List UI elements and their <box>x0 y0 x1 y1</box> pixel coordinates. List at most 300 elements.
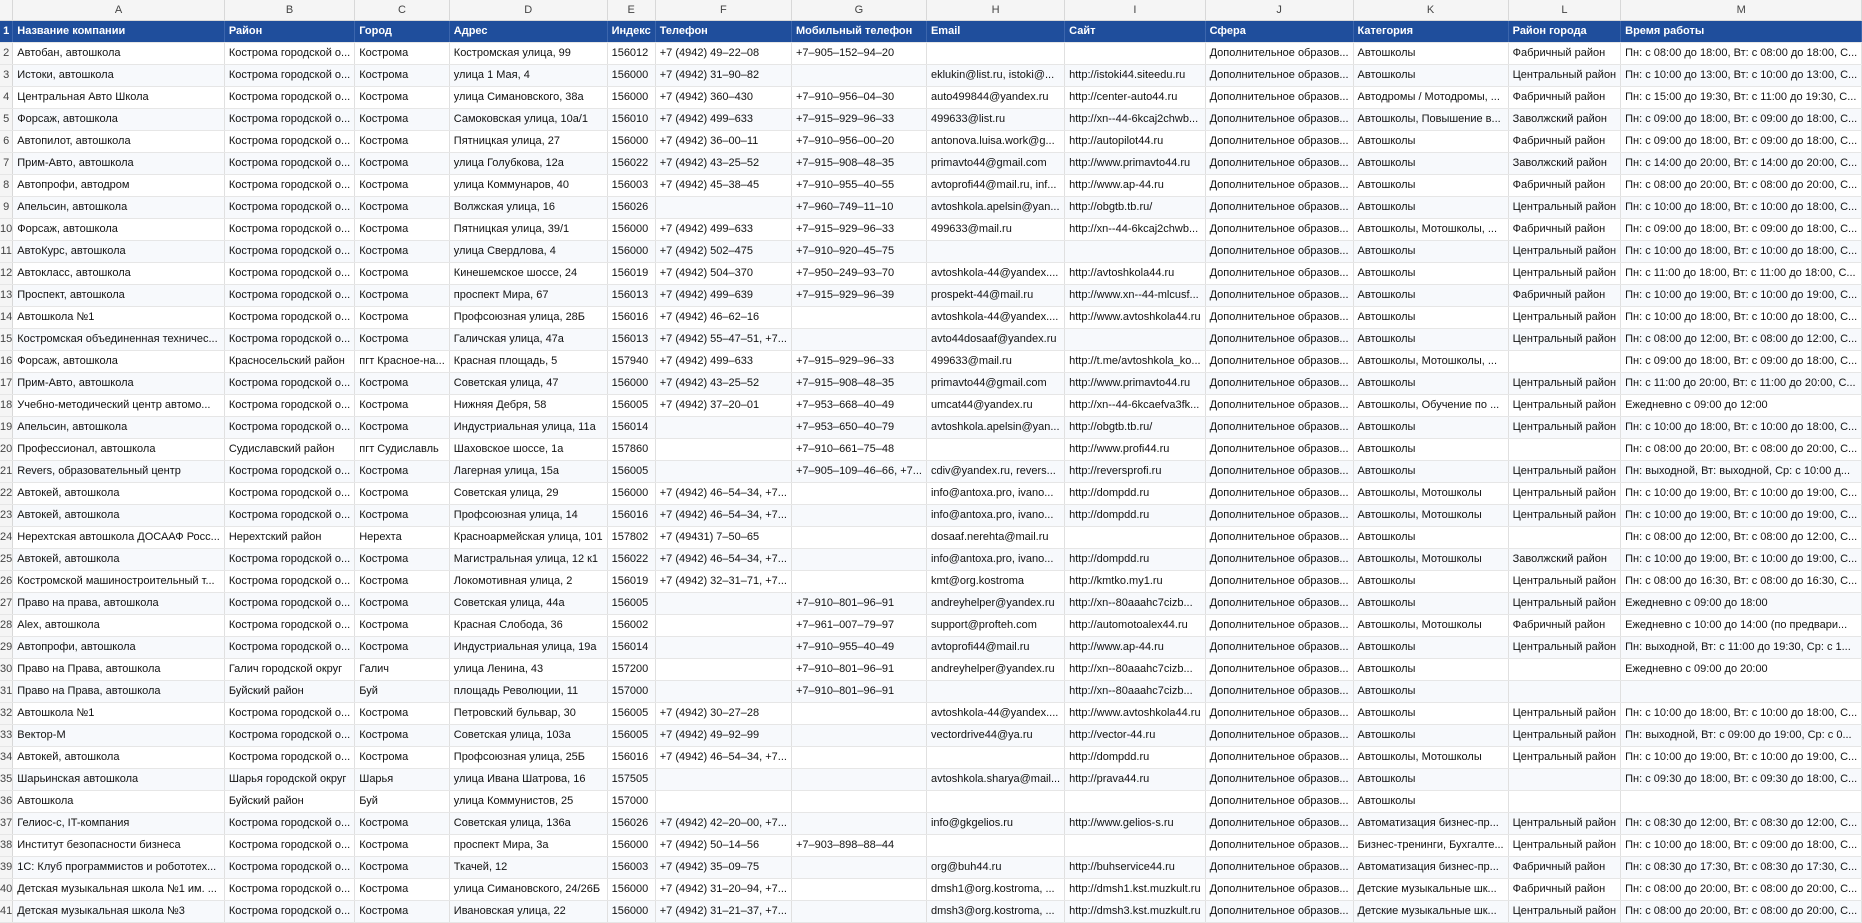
table-cell[interactable] <box>791 768 926 790</box>
table-cell[interactable]: Пн: с 09:00 до 18:00, Вт: с 09:00 до 18:00, С... <box>1621 108 1862 130</box>
table-cell[interactable]: Пн: с 09:00 до 18:00, Вт: с 09:00 до 18:00, С... <box>1621 130 1862 152</box>
header-cell[interactable]: Район <box>224 20 354 42</box>
table-cell[interactable]: Автобан, автошкола <box>13 42 225 64</box>
table-cell[interactable]: Кострома <box>355 636 450 658</box>
table-cell[interactable]: Пн: выходной, Вт: выходной, Ср: с 10:00 д... <box>1621 460 1862 482</box>
table-cell[interactable]: http://xn--44-6kcaefva3fk... <box>1065 394 1205 416</box>
table-cell[interactable]: Дополнительное образов... <box>1205 64 1353 86</box>
table-cell[interactable]: 156013 <box>607 284 655 306</box>
table-cell[interactable]: Дополнительное образов... <box>1205 86 1353 108</box>
table-cell[interactable]: 156002 <box>607 614 655 636</box>
table-cell[interactable]: Фабричный район <box>1508 856 1621 878</box>
table-cell[interactable]: +7 (4942) 50–14–56 <box>655 834 791 856</box>
table-cell[interactable]: Кострома <box>355 174 450 196</box>
table-cell[interactable]: avtoshkola.apelsin@yan... <box>926 416 1064 438</box>
table-cell[interactable]: http://xn--44-6kcaj2chwb... <box>1065 218 1205 240</box>
table-cell[interactable] <box>791 64 926 86</box>
table-cell[interactable]: avtoshkola-44@yandex.... <box>926 702 1064 724</box>
table-cell[interactable]: +7–910–801–96–91 <box>791 680 926 702</box>
column-header-h[interactable]: H <box>926 0 1064 20</box>
table-cell[interactable]: Автошколы <box>1353 768 1508 790</box>
row-number[interactable]: 36 <box>0 790 13 812</box>
table-cell[interactable]: Центральный район <box>1508 262 1621 284</box>
table-cell[interactable]: 499633@list.ru <box>926 108 1064 130</box>
table-cell[interactable]: http://prava44.ru <box>1065 768 1205 790</box>
table-cell[interactable]: Кинешемское шоссе, 24 <box>449 262 607 284</box>
table-cell[interactable]: http://xn--80aaahc7cizb... <box>1065 680 1205 702</box>
table-cell[interactable]: dmsh3@org.kostroma, ... <box>926 900 1064 922</box>
table-cell[interactable] <box>1508 438 1621 460</box>
row-number[interactable]: 20 <box>0 438 13 460</box>
column-header-e[interactable]: E <box>607 0 655 20</box>
table-cell[interactable]: Пн: с 15:00 до 19:30, Вт: с 11:00 до 19:30, С... <box>1621 86 1862 108</box>
row-number[interactable]: 8 <box>0 174 13 196</box>
table-cell[interactable]: Автошколы <box>1353 658 1508 680</box>
row-number[interactable]: 24 <box>0 526 13 548</box>
table-cell[interactable]: Индустриальная улица, 11а <box>449 416 607 438</box>
table-cell[interactable]: Дополнительное образов... <box>1205 636 1353 658</box>
table-cell[interactable]: 156013 <box>607 328 655 350</box>
table-cell[interactable] <box>655 416 791 438</box>
table-cell[interactable]: http://dmsh1.kst.muzkult.ru <box>1065 878 1205 900</box>
table-cell[interactable]: Советская улица, 103а <box>449 724 607 746</box>
table-cell[interactable]: улица Симановского, 24/26Б <box>449 878 607 900</box>
table-cell[interactable]: Автошколы <box>1353 416 1508 438</box>
table-cell[interactable]: org@buh44.ru <box>926 856 1064 878</box>
table-cell[interactable]: Пн: с 08:30 до 12:00, Вт: с 08:30 до 12:00, С... <box>1621 812 1862 834</box>
table-cell[interactable]: +7 (4942) 49–22–08 <box>655 42 791 64</box>
table-cell[interactable] <box>1621 790 1862 812</box>
table-cell[interactable]: Нижняя Дебря, 58 <box>449 394 607 416</box>
table-cell[interactable]: http://dompdd.ru <box>1065 504 1205 526</box>
table-cell[interactable]: 156000 <box>607 130 655 152</box>
table-cell[interactable]: Кострома городской о... <box>224 42 354 64</box>
table-cell[interactable]: http://avtoshkola44.ru <box>1065 262 1205 284</box>
table-cell[interactable]: Кострома городской о... <box>224 878 354 900</box>
table-cell[interactable]: primavto44@gmail.com <box>926 372 1064 394</box>
table-cell[interactable]: Автошколы <box>1353 570 1508 592</box>
table-cell[interactable]: Кострома <box>355 328 450 350</box>
table-cell[interactable]: Автошколы <box>1353 372 1508 394</box>
column-header-l[interactable]: L <box>1508 0 1621 20</box>
table-cell[interactable]: Шаховское шоссе, 1а <box>449 438 607 460</box>
table-cell[interactable]: Дополнительное образов... <box>1205 438 1353 460</box>
table-cell[interactable]: Кострома городской о... <box>224 174 354 196</box>
table-cell[interactable]: Кострома городской о... <box>224 856 354 878</box>
table-cell[interactable]: АвтоКурс, автошкола <box>13 240 225 262</box>
table-cell[interactable] <box>1508 526 1621 548</box>
table-cell[interactable]: Кострома <box>355 372 450 394</box>
table-cell[interactable]: +7 (4942) 31–20–94, +7... <box>655 878 791 900</box>
table-cell[interactable]: Шарья <box>355 768 450 790</box>
table-cell[interactable]: avtoshkola-44@yandex.... <box>926 262 1064 284</box>
table-cell[interactable]: Автошколы <box>1353 680 1508 702</box>
table-cell[interactable]: Детская музыкальная школа №3 <box>13 900 225 922</box>
table-cell[interactable]: http://autopilot44.ru <box>1065 130 1205 152</box>
table-cell[interactable]: 156000 <box>607 878 655 900</box>
table-cell[interactable]: Автошколы, Мотошколы <box>1353 548 1508 570</box>
table-cell[interactable]: Центральный район <box>1508 394 1621 416</box>
table-cell[interactable]: пгт Красное-на... <box>355 350 450 372</box>
table-cell[interactable]: 156000 <box>607 834 655 856</box>
table-cell[interactable]: Центральный район <box>1508 812 1621 834</box>
table-cell[interactable]: Пн: с 08:00 до 12:00, Вт: с 08:00 до 12:00, С... <box>1621 526 1862 548</box>
table-cell[interactable]: Дополнительное образов... <box>1205 658 1353 680</box>
table-cell[interactable] <box>791 790 926 812</box>
table-cell[interactable]: Ежедневно с 09:00 до 12:00 <box>1621 394 1862 416</box>
table-cell[interactable]: Кострома городской о... <box>224 328 354 350</box>
table-cell[interactable]: Кострома городской о... <box>224 130 354 152</box>
table-cell[interactable]: Кострома <box>355 900 450 922</box>
table-cell[interactable]: Кострома <box>355 42 450 64</box>
table-cell[interactable]: Автошколы, Мотошколы <box>1353 504 1508 526</box>
table-cell[interactable]: Пн: с 08:00 до 16:30, Вт: с 08:00 до 16:30, С... <box>1621 570 1862 592</box>
table-cell[interactable]: улица Голубкова, 12а <box>449 152 607 174</box>
table-cell[interactable]: Пн: с 10:00 до 19:00, Вт: с 10:00 до 19:00, С... <box>1621 504 1862 526</box>
table-cell[interactable]: Автошколы <box>1353 438 1508 460</box>
row-number[interactable]: 15 <box>0 328 13 350</box>
row-number[interactable]: 22 <box>0 482 13 504</box>
table-cell[interactable]: eklukin@list.ru, istoki@... <box>926 64 1064 86</box>
table-cell[interactable] <box>791 548 926 570</box>
table-cell[interactable]: Кострома <box>355 724 450 746</box>
header-cell[interactable]: Адрес <box>449 20 607 42</box>
table-cell[interactable]: dosaaf.nerehta@mail.ru <box>926 526 1064 548</box>
table-cell[interactable]: Истоки, автошкола <box>13 64 225 86</box>
table-cell[interactable]: +7 (49431) 7–50–65 <box>655 526 791 548</box>
table-cell[interactable] <box>1508 680 1621 702</box>
table-cell[interactable]: Пн: с 14:00 до 20:00, Вт: с 14:00 до 20:00, С... <box>1621 152 1862 174</box>
table-cell[interactable]: +7–953–668–40–49 <box>791 394 926 416</box>
table-cell[interactable]: Шарьинская автошкола <box>13 768 225 790</box>
table-cell[interactable]: улица Симановского, 38а <box>449 86 607 108</box>
table-cell[interactable]: Пн: с 11:00 до 20:00, Вт: с 11:00 до 20:00, С... <box>1621 372 1862 394</box>
table-cell[interactable]: http://xn--44-6kcaj2chwb... <box>1065 108 1205 130</box>
table-cell[interactable]: Дополнительное образов... <box>1205 306 1353 328</box>
table-cell[interactable]: Автошколы, Мотошколы, ... <box>1353 218 1508 240</box>
table-cell[interactable] <box>1065 42 1205 64</box>
table-cell[interactable]: 156000 <box>607 218 655 240</box>
table-cell[interactable]: avtoshkola.sharya@mail... <box>926 768 1064 790</box>
table-cell[interactable]: Магистральная улица, 12 к1 <box>449 548 607 570</box>
table-cell[interactable]: Автокей, автошкола <box>13 504 225 526</box>
table-cell[interactable]: Заволжский район <box>1508 152 1621 174</box>
table-cell[interactable]: Кострома городской о... <box>224 548 354 570</box>
table-cell[interactable]: Индустриальная улица, 19а <box>449 636 607 658</box>
table-cell[interactable]: улица Ивана Шатрова, 16 <box>449 768 607 790</box>
table-cell[interactable]: 156016 <box>607 746 655 768</box>
table-cell[interactable] <box>1508 350 1621 372</box>
table-cell[interactable]: Центральный район <box>1508 834 1621 856</box>
table-cell[interactable]: Автошколы <box>1353 196 1508 218</box>
table-cell[interactable]: Кострома городской о... <box>224 284 354 306</box>
table-cell[interactable] <box>655 768 791 790</box>
table-cell[interactable]: Кострома городской о... <box>224 834 354 856</box>
table-cell[interactable]: +7 (4942) 30–27–28 <box>655 702 791 724</box>
table-cell[interactable]: Красносельский район <box>224 350 354 372</box>
row-number[interactable]: 29 <box>0 636 13 658</box>
table-cell[interactable]: Пн: с 09:00 до 18:00, Вт: с 09:00 до 18:00, С... <box>1621 218 1862 240</box>
table-cell[interactable]: +7–953–650–40–79 <box>791 416 926 438</box>
row-number[interactable]: 18 <box>0 394 13 416</box>
table-cell[interactable]: 156016 <box>607 504 655 526</box>
row-number[interactable]: 21 <box>0 460 13 482</box>
table-cell[interactable]: +7 (4942) 360–430 <box>655 86 791 108</box>
table-cell[interactable] <box>1508 790 1621 812</box>
table-cell[interactable] <box>655 658 791 680</box>
column-header-a[interactable]: A <box>13 0 225 20</box>
header-cell[interactable]: Время работы <box>1621 20 1862 42</box>
table-cell[interactable]: Автопрофи, автошкола <box>13 636 225 658</box>
table-cell[interactable]: Пн: с 09:30 до 18:00, Вт: с 09:30 до 18:00, С... <box>1621 768 1862 790</box>
table-cell[interactable]: http://kmtko.my1.ru <box>1065 570 1205 592</box>
table-cell[interactable]: Ежедневно с 10:00 до 14:00 (по предвари... <box>1621 614 1862 636</box>
table-cell[interactable]: Пн: с 08:00 до 20:00, Вт: с 08:00 до 20:00, С... <box>1621 878 1862 900</box>
table-cell[interactable] <box>791 724 926 746</box>
table-cell[interactable]: 157200 <box>607 658 655 680</box>
row-number[interactable]: 35 <box>0 768 13 790</box>
table-cell[interactable]: Автошкола <box>13 790 225 812</box>
header-cell[interactable]: Сайт <box>1065 20 1205 42</box>
table-cell[interactable]: Пн: с 08:30 до 17:30, Вт: с 08:30 до 17:30, С... <box>1621 856 1862 878</box>
table-cell[interactable]: Красноармейская улица, 101 <box>449 526 607 548</box>
table-cell[interactable]: Дополнительное образов... <box>1205 834 1353 856</box>
table-cell[interactable]: andreyhelper@yandex.ru <box>926 592 1064 614</box>
table-cell[interactable]: Дополнительное образов... <box>1205 130 1353 152</box>
table-cell[interactable]: Кострома <box>355 570 450 592</box>
table-cell[interactable] <box>655 790 791 812</box>
table-cell[interactable]: 157505 <box>607 768 655 790</box>
table-cell[interactable]: 156000 <box>607 64 655 86</box>
table-cell[interactable]: Дополнительное образов... <box>1205 878 1353 900</box>
table-cell[interactable]: Буй <box>355 790 450 812</box>
table-cell[interactable]: Дополнительное образов... <box>1205 570 1353 592</box>
table-cell[interactable]: http://www.ap-44.ru <box>1065 636 1205 658</box>
table-cell[interactable]: 156000 <box>607 372 655 394</box>
table-cell[interactable]: 1С: Клуб программистов и робототех... <box>13 856 225 878</box>
table-cell[interactable]: Дополнительное образов... <box>1205 856 1353 878</box>
row-number[interactable]: 4 <box>0 86 13 108</box>
table-cell[interactable]: 156003 <box>607 174 655 196</box>
table-cell[interactable]: http://buhservice44.ru <box>1065 856 1205 878</box>
header-cell[interactable]: Индекс <box>607 20 655 42</box>
table-cell[interactable]: Буй <box>355 680 450 702</box>
table-cell[interactable]: Центральный район <box>1508 328 1621 350</box>
table-cell[interactable]: Кострома городской о... <box>224 460 354 482</box>
table-cell[interactable]: +7–915–929–96–33 <box>791 350 926 372</box>
table-cell[interactable]: Кострома городской о... <box>224 900 354 922</box>
table-cell[interactable]: Центральный район <box>1508 570 1621 592</box>
row-number[interactable]: 9 <box>0 196 13 218</box>
table-cell[interactable]: Автошкола №1 <box>13 702 225 724</box>
row-number[interactable]: 16 <box>0 350 13 372</box>
table-cell[interactable]: 156000 <box>607 86 655 108</box>
table-cell[interactable]: Пн: выходной, Вт: с 11:00 до 19:30, Ср: с 1... <box>1621 636 1862 658</box>
table-cell[interactable]: +7 (4942) 46–54–34, +7... <box>655 482 791 504</box>
table-cell[interactable]: Апельсин, автошкола <box>13 196 225 218</box>
row-number[interactable]: 13 <box>0 284 13 306</box>
table-cell[interactable]: +7–910–801–96–91 <box>791 592 926 614</box>
table-cell[interactable]: улица Коммунистов, 25 <box>449 790 607 812</box>
table-cell[interactable]: Автопилот, автошкола <box>13 130 225 152</box>
table-cell[interactable]: Дополнительное образов... <box>1205 240 1353 262</box>
table-cell[interactable] <box>791 812 926 834</box>
table-cell[interactable]: Автошколы, Обучение по ... <box>1353 394 1508 416</box>
table-cell[interactable]: Пн: с 08:00 до 12:00, Вт: с 08:00 до 12:00, С... <box>1621 328 1862 350</box>
table-cell[interactable]: Автошколы, Мотошколы <box>1353 614 1508 636</box>
table-cell[interactable]: Дополнительное образов... <box>1205 526 1353 548</box>
table-cell[interactable]: Кострома городской о... <box>224 218 354 240</box>
table-cell[interactable]: Бизнес-тренинги, Бухгалте... <box>1353 834 1508 856</box>
table-cell[interactable]: support@profteh.com <box>926 614 1064 636</box>
row-number[interactable]: 12 <box>0 262 13 284</box>
table-cell[interactable]: +7–960–749–11–10 <box>791 196 926 218</box>
table-cell[interactable]: +7–910–956–00–20 <box>791 130 926 152</box>
table-cell[interactable]: Кострома <box>355 306 450 328</box>
table-cell[interactable] <box>791 900 926 922</box>
table-cell[interactable]: Волжская улица, 16 <box>449 196 607 218</box>
table-cell[interactable]: Центральный район <box>1508 504 1621 526</box>
table-cell[interactable]: http://dompdd.ru <box>1065 746 1205 768</box>
table-cell[interactable]: Право на Права, автошкола <box>13 680 225 702</box>
table-cell[interactable]: Кострома городской о... <box>224 636 354 658</box>
table-cell[interactable]: Автошколы <box>1353 724 1508 746</box>
table-cell[interactable] <box>1065 328 1205 350</box>
header-cell[interactable]: Город <box>355 20 450 42</box>
table-cell[interactable]: Дополнительное образов... <box>1205 790 1353 812</box>
table-cell[interactable]: Форсаж, автошкола <box>13 350 225 372</box>
table-cell[interactable]: Центральный район <box>1508 592 1621 614</box>
table-cell[interactable]: Буйский район <box>224 790 354 812</box>
table-cell[interactable]: Автошколы <box>1353 64 1508 86</box>
table-cell[interactable]: улица Свердлова, 4 <box>449 240 607 262</box>
table-cell[interactable] <box>926 834 1064 856</box>
table-cell[interactable]: Самоковская улица, 10а/1 <box>449 108 607 130</box>
table-cell[interactable]: 157940 <box>607 350 655 372</box>
table-cell[interactable]: Центральный район <box>1508 746 1621 768</box>
table-cell[interactable]: Автошкола №1 <box>13 306 225 328</box>
table-cell[interactable]: 156026 <box>607 812 655 834</box>
table-cell[interactable]: Фабричный район <box>1508 614 1621 636</box>
column-header-m[interactable]: M <box>1621 0 1862 20</box>
table-cell[interactable]: Дополнительное образов... <box>1205 680 1353 702</box>
table-cell[interactable]: info@antoxa.pro, ivano... <box>926 548 1064 570</box>
table-cell[interactable]: Красная площадь, 5 <box>449 350 607 372</box>
header-cell[interactable]: Телефон <box>655 20 791 42</box>
table-cell[interactable]: 156026 <box>607 196 655 218</box>
table-cell[interactable] <box>926 746 1064 768</box>
header-cell[interactable]: Район города <box>1508 20 1621 42</box>
table-cell[interactable]: http://vector-44.ru <box>1065 724 1205 746</box>
table-cell[interactable]: Ежедневно с 09:00 до 20:00 <box>1621 658 1862 680</box>
table-cell[interactable]: +7 (4942) 502–475 <box>655 240 791 262</box>
table-cell[interactable]: 156010 <box>607 108 655 130</box>
table-cell[interactable]: +7–961–007–79–97 <box>791 614 926 636</box>
table-cell[interactable]: umcat44@yandex.ru <box>926 394 1064 416</box>
row-number[interactable]: 37 <box>0 812 13 834</box>
table-cell[interactable]: Автошколы <box>1353 460 1508 482</box>
table-cell[interactable]: площадь Революции, 11 <box>449 680 607 702</box>
table-cell[interactable]: 499633@mail.ru <box>926 218 1064 240</box>
table-cell[interactable]: Центральный район <box>1508 416 1621 438</box>
table-cell[interactable]: Пятницкая улица, 39/1 <box>449 218 607 240</box>
table-cell[interactable]: Дополнительное образов... <box>1205 196 1353 218</box>
table-cell[interactable]: Кострома <box>355 64 450 86</box>
row-number[interactable]: 34 <box>0 746 13 768</box>
table-cell[interactable]: primavto44@gmail.com <box>926 152 1064 174</box>
table-cell[interactable]: Детские музыкальные шк... <box>1353 878 1508 900</box>
table-cell[interactable]: vectordrive44@ya.ru <box>926 724 1064 746</box>
table-cell[interactable]: 156016 <box>607 306 655 328</box>
table-cell[interactable]: http://dompdd.ru <box>1065 548 1205 570</box>
header-cell[interactable]: Категория <box>1353 20 1508 42</box>
table-cell[interactable]: Пн: выходной, Вт: с 09:00 до 19:00, Ср: с 0... <box>1621 724 1862 746</box>
table-cell[interactable]: Советская улица, 44а <box>449 592 607 614</box>
table-cell[interactable]: Институт безопасности бизнеса <box>13 834 225 856</box>
table-cell[interactable]: Лагерная улица, 15а <box>449 460 607 482</box>
table-cell[interactable]: Фабричный район <box>1508 130 1621 152</box>
table-cell[interactable]: 156022 <box>607 548 655 570</box>
table-cell[interactable]: Локомотивная улица, 2 <box>449 570 607 592</box>
table-cell[interactable]: Дополнительное образов... <box>1205 812 1353 834</box>
table-cell[interactable]: Кострома городской о... <box>224 372 354 394</box>
table-cell[interactable]: 156014 <box>607 636 655 658</box>
row-number[interactable]: 28 <box>0 614 13 636</box>
table-cell[interactable]: Детская музыкальная школа №1 им. ... <box>13 878 225 900</box>
table-cell[interactable]: Заволжский район <box>1508 548 1621 570</box>
table-cell[interactable]: 157860 <box>607 438 655 460</box>
table-cell[interactable]: Кострома <box>355 108 450 130</box>
table-cell[interactable]: Дополнительное образов... <box>1205 108 1353 130</box>
row-number[interactable]: 5 <box>0 108 13 130</box>
table-cell[interactable]: Кострома городской о... <box>224 64 354 86</box>
table-cell[interactable]: проспект Мира, 67 <box>449 284 607 306</box>
table-cell[interactable]: Центральный район <box>1508 900 1621 922</box>
table-cell[interactable]: Кострома городской о... <box>224 812 354 834</box>
table-cell[interactable]: Центральный район <box>1508 372 1621 394</box>
row-number[interactable]: 6 <box>0 130 13 152</box>
table-cell[interactable]: Дополнительное образов... <box>1205 768 1353 790</box>
table-cell[interactable]: http://xn--80aaahc7cizb... <box>1065 658 1205 680</box>
table-cell[interactable]: Кострома городской о... <box>224 504 354 526</box>
table-cell[interactable]: +7–910–956–04–30 <box>791 86 926 108</box>
table-cell[interactable]: 156014 <box>607 416 655 438</box>
table-cell[interactable]: Автокей, автошкола <box>13 746 225 768</box>
row-number[interactable]: 19 <box>0 416 13 438</box>
table-cell[interactable]: улица Ленина, 43 <box>449 658 607 680</box>
table-cell[interactable]: +7 (4942) 46–54–34, +7... <box>655 548 791 570</box>
table-cell[interactable]: http://xn--80aaahc7cizb... <box>1065 592 1205 614</box>
table-cell[interactable]: Кострома <box>355 856 450 878</box>
table-cell[interactable]: Кострома городской о... <box>224 614 354 636</box>
table-cell[interactable]: Вектор-М <box>13 724 225 746</box>
table-cell[interactable]: Профессионал, автошкола <box>13 438 225 460</box>
table-cell[interactable]: +7 (4942) 42–20–00, +7... <box>655 812 791 834</box>
table-cell[interactable]: Кострома <box>355 262 450 284</box>
table-cell[interactable]: +7 (4942) 55–47–51, +7... <box>655 328 791 350</box>
table-cell[interactable]: +7 (4942) 45–38–45 <box>655 174 791 196</box>
table-cell[interactable] <box>791 856 926 878</box>
table-cell[interactable]: 156005 <box>607 592 655 614</box>
table-cell[interactable]: 156022 <box>607 152 655 174</box>
table-cell[interactable]: Дополнительное образов... <box>1205 42 1353 64</box>
table-cell[interactable]: Дополнительное образов... <box>1205 262 1353 284</box>
row-number[interactable]: 32 <box>0 702 13 724</box>
table-cell[interactable]: Прим-Авто, автошкола <box>13 152 225 174</box>
table-cell[interactable]: +7 (4942) 32–31–71, +7... <box>655 570 791 592</box>
table-cell[interactable]: Автошколы <box>1353 42 1508 64</box>
table-cell[interactable]: Дополнительное образов... <box>1205 482 1353 504</box>
